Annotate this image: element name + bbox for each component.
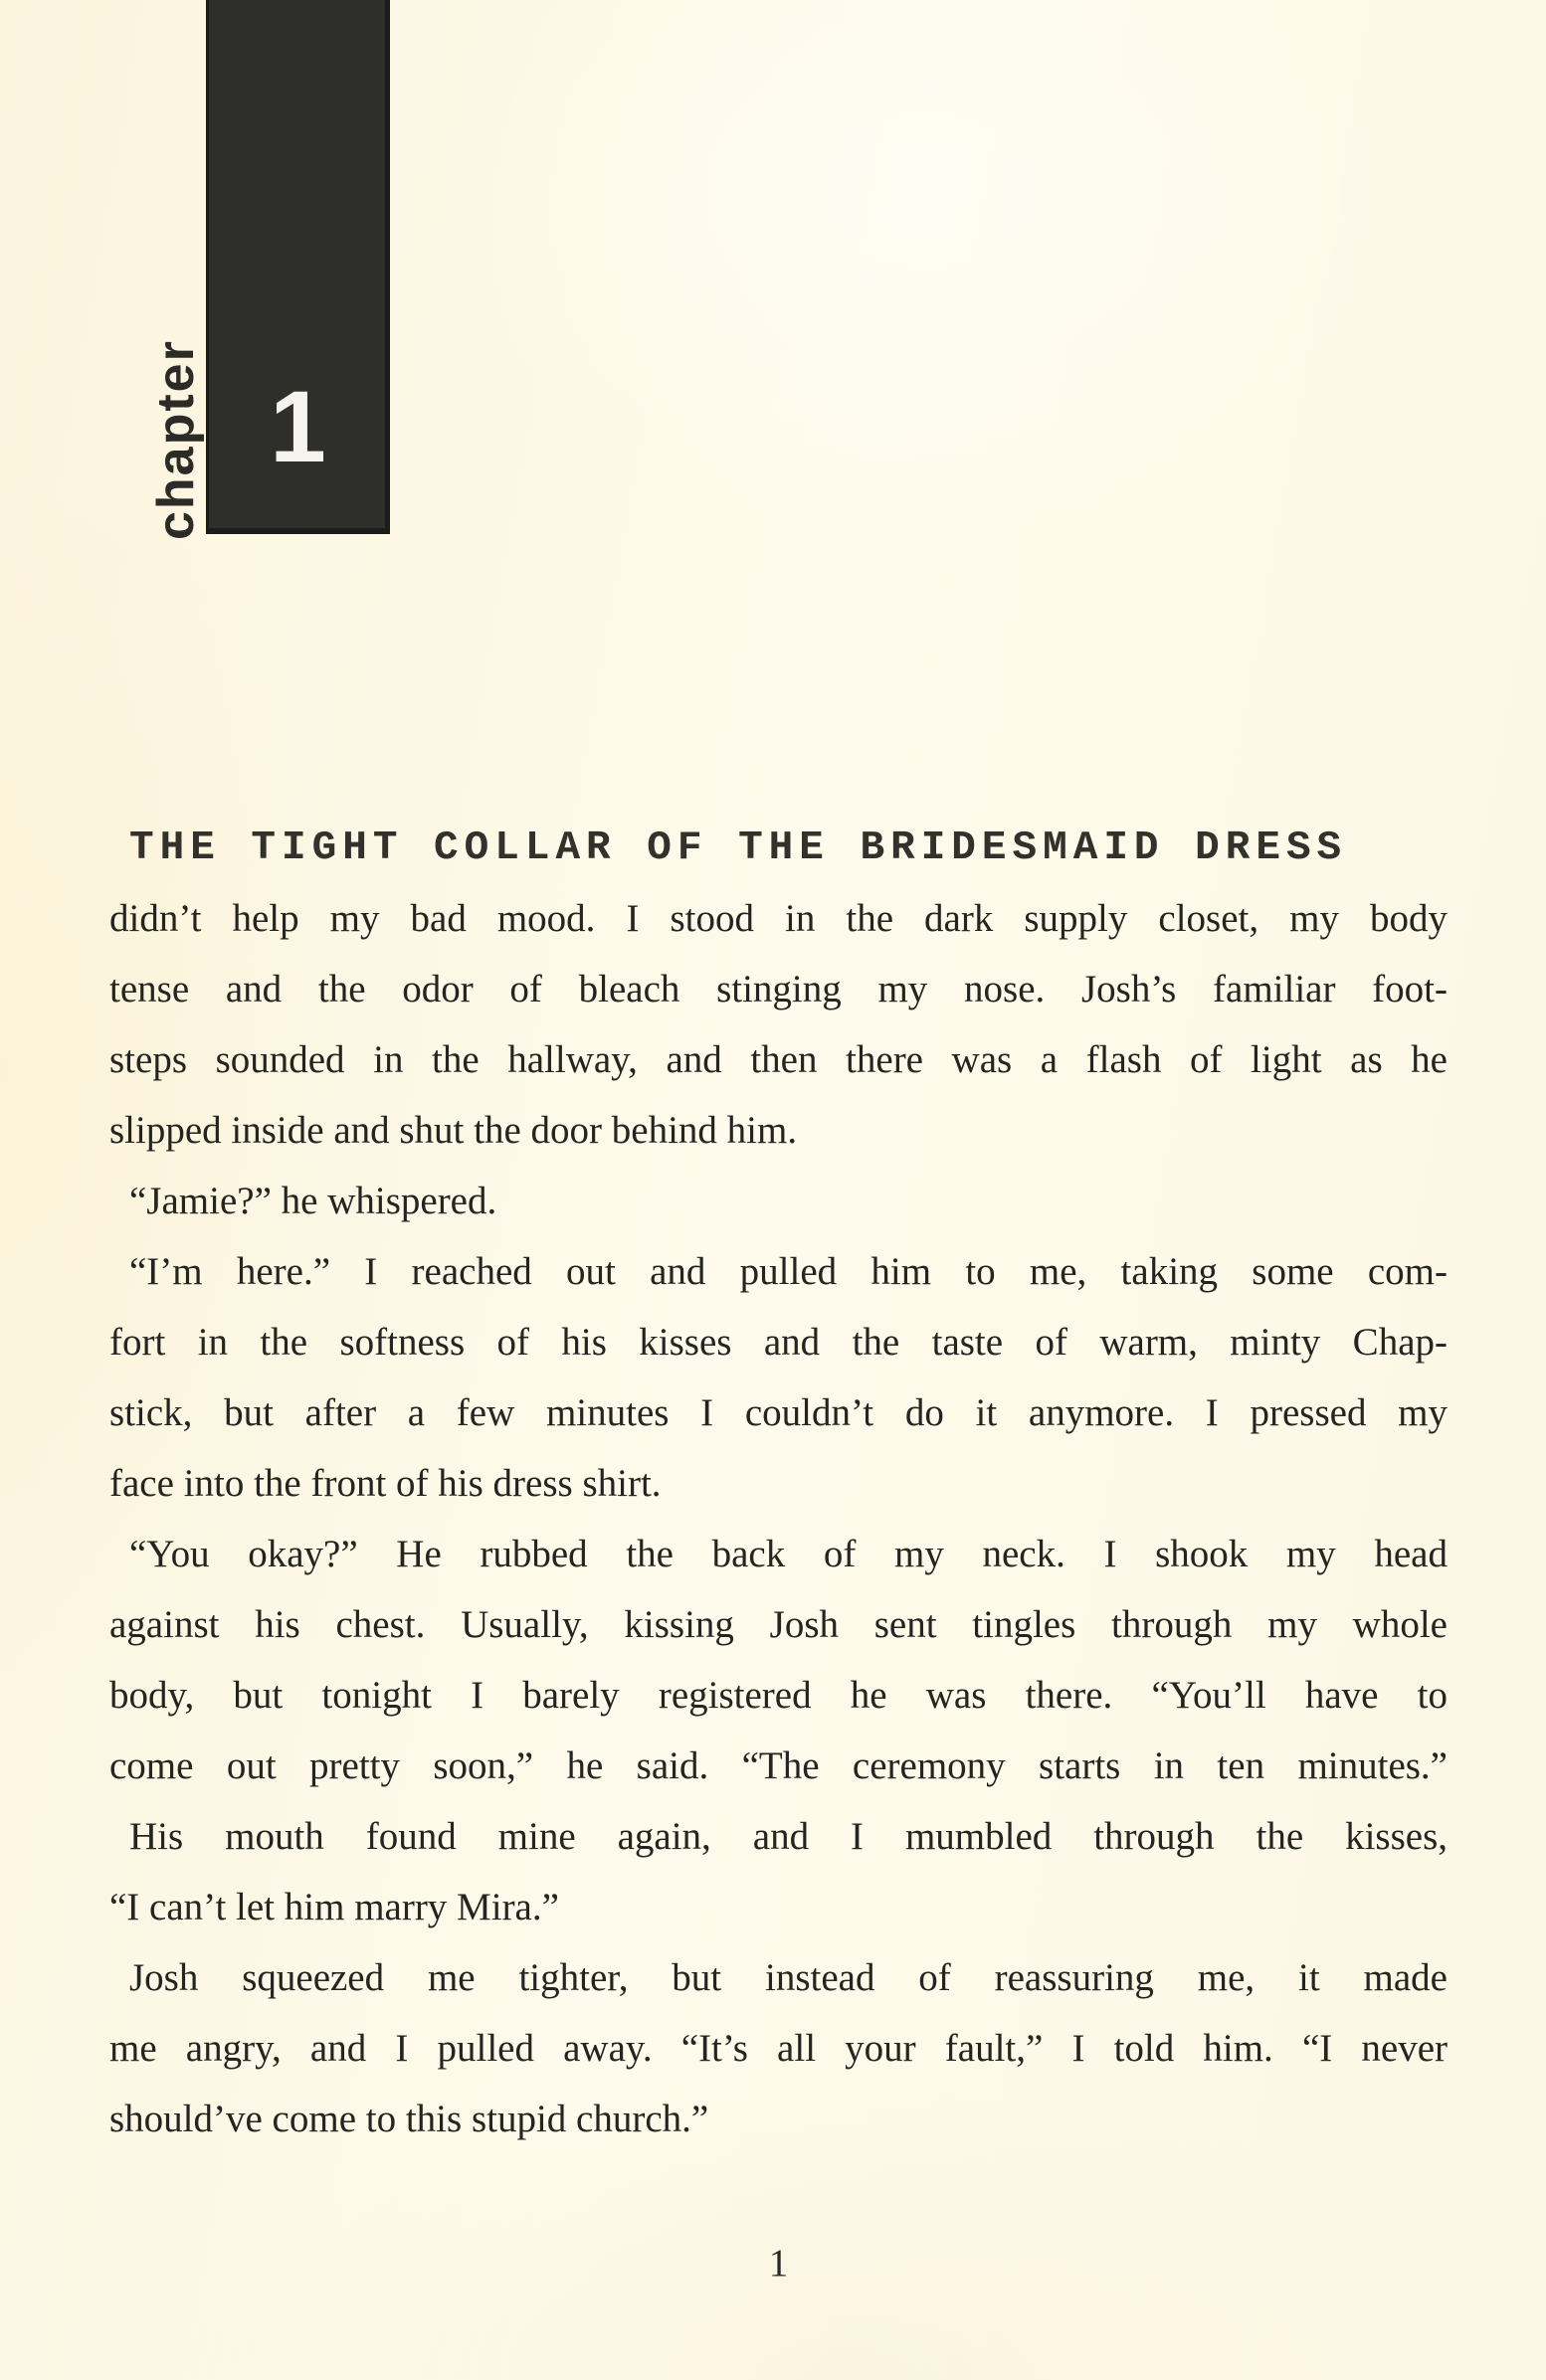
text-line: Josh squeezed me tighter, but instead of reassuring me, it made — [129, 1956, 1448, 1999]
text-line: body, but tonight I barely registered he was there. “You’ll have to — [109, 1674, 1448, 1717]
text-line: “Jamie?” he whispered. — [129, 1180, 497, 1222]
chapter-label-rotated: chapter — [147, 339, 205, 540]
chapter-number: 1 — [270, 370, 326, 483]
text-line: “I can’t let him marry Mira.” — [109, 1886, 559, 1928]
text-line: should’ve come to this stupid church.” — [109, 2098, 709, 2140]
text-line: against his chest. Usually, kissing Josh sent tingles through my whole — [109, 1603, 1448, 1646]
text-line: “I’m here.” I reached out and pulled him to me, taking some com- — [129, 1250, 1448, 1293]
text-line: “You okay?” He rubbed the back of my neck. I shook my head — [129, 1533, 1448, 1575]
text-line: face into the front of his dress shirt. — [109, 1462, 662, 1505]
text-line: me angry, and I pulled away. “It’s all your fault,” I told him. “I never — [109, 2027, 1448, 2070]
body-text — [109, 883, 1448, 2154]
page-number: 1 — [768, 2242, 789, 2285]
text-line: tense and the odor of bleach stinging my nose. Josh’s familiar foot- — [109, 968, 1448, 1010]
text-line: His mouth found mine again, and I mumbled through the kisses, — [129, 1815, 1448, 1858]
text-line: stick, but after a few minutes I couldn’t do it anymore. I pressed my — [109, 1391, 1448, 1434]
text-line: come out pretty soon,” he said. “The ceremony starts in ten minutes.” — [109, 1744, 1448, 1787]
text-line: slipped inside and shut the door behind him. — [109, 1109, 798, 1152]
chapter-opening-heading: THE TIGHT COLLAR OF THE BRIDESMAID DRESS — [129, 825, 1348, 871]
text-line: steps sounded in the hallway, and then there was a flash of light as he — [109, 1038, 1448, 1081]
text-line: didn’t help my bad mood. I stood in the dark supply closet, my body — [109, 897, 1448, 940]
text-line: fort in the softness of his kisses and the taste of warm, minty Chap- — [109, 1321, 1448, 1364]
chapter-number-box — [206, 0, 390, 534]
